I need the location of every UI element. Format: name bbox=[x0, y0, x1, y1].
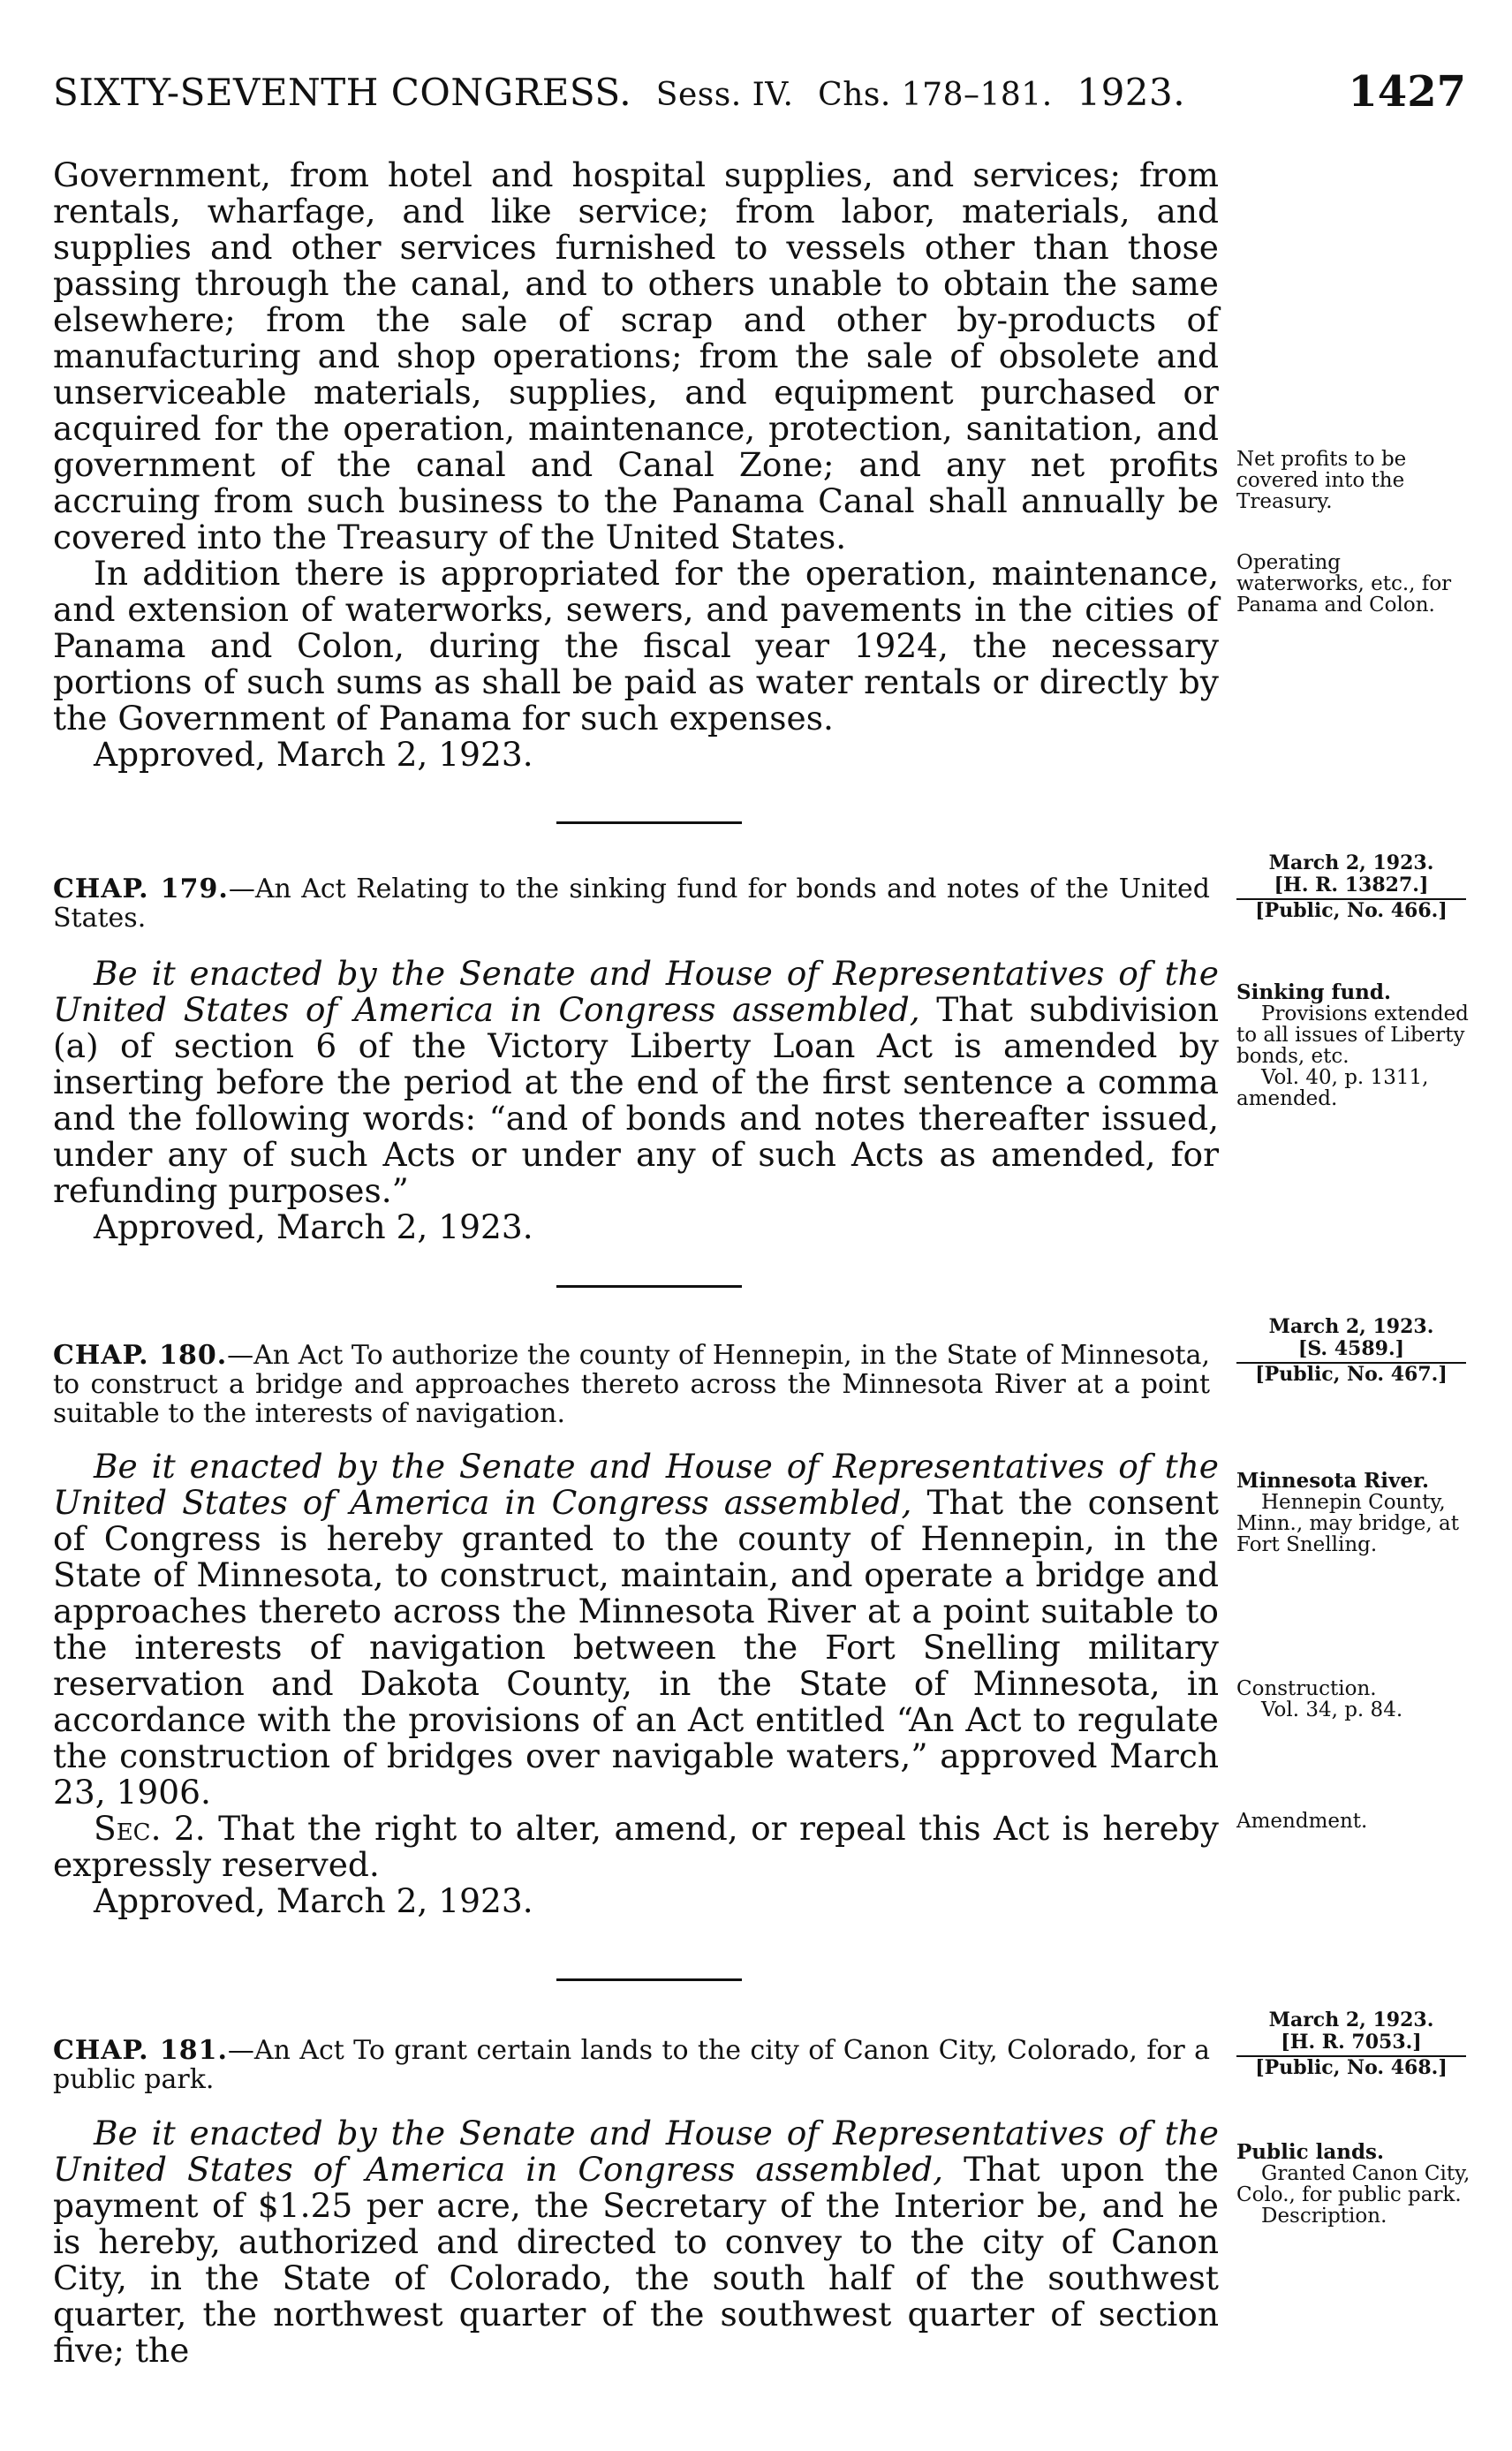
chap-181-public-law: [Public, No. 468.] bbox=[1236, 2055, 1466, 2079]
chap-179-number: CHAP. 179. bbox=[53, 874, 229, 904]
chap-179-date: March 2, 1923. bbox=[1268, 851, 1434, 874]
running-header bbox=[53, 67, 1466, 132]
header-title bbox=[53, 71, 1185, 114]
chapters-label: Chs. 178–181. bbox=[818, 77, 1053, 113]
chap-179-bill: [H. R. 13827.] bbox=[1274, 874, 1429, 896]
note-hennepin-county: Hennepin County, Minn., may bridge, at Fort Snelling. bbox=[1236, 1491, 1460, 1556]
chap-181-body bbox=[53, 2115, 1219, 2369]
approval-line: Approved, March 2, 1923. bbox=[94, 735, 533, 774]
chap-179-enacting-clause: Be it enacted by the Senate and House of Representatives of the United States of America in Congress assembled, bbox=[53, 954, 1219, 1029]
chap-180-stamp bbox=[1236, 1316, 1466, 1386]
chap-180-title-text: —An Act To authorize the county of Hennepin, in the State of Minnesota, to construct a bridge and approaches thereto across the Minnesota River at a point suitable to the interests of navigation. bbox=[53, 1340, 1210, 1429]
margin-note-net-profits: Net profits to be covered into the Treasury. bbox=[1236, 448, 1407, 513]
note-amendment: Amendment. bbox=[1236, 1810, 1368, 1833]
page-number: 1427 bbox=[1348, 67, 1466, 117]
chap-181-number: CHAP. 181. bbox=[53, 2035, 228, 2066]
section-divider bbox=[556, 821, 742, 824]
note-vol-40: Vol. 40, p. 1311, amended. bbox=[1236, 1066, 1429, 1110]
chapter-178-continuation bbox=[53, 157, 1219, 773]
chap-180-sec-2-label: Sec. 2. bbox=[94, 1809, 206, 1848]
chap-179-approval: Approved, March 2, 1923. bbox=[94, 1207, 533, 1246]
chap-179-public-law: [Public, No. 466.] bbox=[1236, 898, 1466, 922]
chap-180-body bbox=[53, 1449, 1219, 1919]
note-public-lands: Public lands. bbox=[1236, 2140, 1384, 2164]
chap-181-bill: [H. R. 7053.] bbox=[1281, 2031, 1422, 2054]
section-divider bbox=[556, 1978, 742, 1981]
chap-179-title bbox=[53, 874, 1210, 933]
chap-180-margin-notes-construction bbox=[1236, 1678, 1470, 1721]
note-minnesota-river: Minnesota River. bbox=[1236, 1469, 1429, 1493]
chap-180-public-law: [Public, No. 467.] bbox=[1236, 1362, 1466, 1386]
section-divider bbox=[556, 1285, 742, 1288]
chap-180-title bbox=[53, 1341, 1210, 1428]
chap-180-text: That the consent of Congress is hereby granted to the county of Hennepin, in the State of Minnesota, to construct, maintain, and operate a bridge and approaches thereto across the Minnesota River at a point suitable to the interests of navigation between the Fort Snelling military reservation and Dakota County, in the State of Minnesota, in accordance with the provisions of an Act entitled “An Act to regulate the construction of bridges over navigable waters,” approved March 23, 1906. bbox=[53, 1483, 1219, 1812]
chap-181-text: That upon the payment of $1.25 per acre, the Secretary of the Interior be, and he is hereby, authorized and directed to convey to the city of Canon City, in the State of Colorado, the south half of the southwest quarter, the northwest quarter of the southwest quarter of section five; the bbox=[53, 2150, 1219, 2370]
paragraph-net-profits: Government, from hotel and hospital supplies, and services; from rentals, wharfage, and like service; from labor, materials, and supplies and other services furnished to vessels other than those passing through the canal, and to others unable to obtain the same elsewhere; from the sale of scrap and other by-products of manufacturing and shop operations; from the sale of obsolete and unserviceable materials, supplies, and equipment purchased or acquired for the operation, maintenance, protection, sanitation, and government of the canal and Canal Zone; and any net profits accruing from such business to the Panama Canal shall annually be covered into the Treasury of the United States. bbox=[53, 155, 1219, 556]
congress-label: SIXTY-SEVENTH CONGRESS. bbox=[53, 71, 632, 114]
chap-180-number: CHAP. 180. bbox=[53, 1340, 228, 1371]
paragraph-waterworks: In addition there is appropriated for the operation, maintenance, and extension of waterworks, sewers, and pavements in the cities of Panama and Colon, during the fiscal year 1924, the necessary portions of such sums as shall be paid as water rentals or directly by the Government of Panama for such expenses. bbox=[53, 554, 1219, 738]
note-vol-34: Vol. 34, p. 84. bbox=[1261, 1698, 1403, 1721]
chap-180-date: March 2, 1923. bbox=[1268, 1315, 1434, 1338]
chap-179-title-text: —An Act Relating to the sinking fund for bonds and notes of the United States. bbox=[53, 874, 1210, 934]
note-construction: Construction. bbox=[1236, 1677, 1377, 1700]
chap-179-margin-notes bbox=[1236, 982, 1470, 1109]
note-sinking-fund: Sinking fund. bbox=[1236, 980, 1391, 1004]
chap-179-text: That subdivision (a) of section 6 of the Victory Liberty Loan Act is amended by inserting before the period at the end of the first sentence a comma and the following words: “and of bonds and notes thereafter issued, under any of such Acts or under any of such Acts as amended, for refunding purposes.” bbox=[53, 990, 1219, 1210]
margin-note-operating-waterworks: Operating waterworks, etc., for Panama and Colon. bbox=[1236, 551, 1452, 617]
year-label: 1923. bbox=[1077, 71, 1186, 114]
chap-181-title bbox=[53, 2036, 1210, 2094]
chap-181-stamp bbox=[1236, 2009, 1466, 2079]
chap-180-enacting-clause: Be it enacted by the Senate and House of Representatives of the United States of America in Congress assembled, bbox=[53, 1447, 1219, 1522]
chap-179-stamp bbox=[1236, 852, 1466, 922]
chap-179-body bbox=[53, 956, 1219, 1245]
chap-180-margin-notes bbox=[1236, 1471, 1470, 1555]
chap-181-date: March 2, 1923. bbox=[1268, 2008, 1434, 2031]
chap-181-enacting-clause: Be it enacted by the Senate and House of Representatives of the United States of America in Congress assembled, bbox=[53, 2114, 1219, 2189]
chap-181-title-text: —An Act To grant certain lands to the city of Canon City, Colorado, for a public park. bbox=[53, 2035, 1211, 2095]
note-granted-canon-city: Granted Canon City, Colo., for public park. bbox=[1236, 2162, 1470, 2206]
note-description: Description. bbox=[1261, 2205, 1387, 2228]
chap-180-sec-2-text: That the right to alter, amend, or repeal this Act is hereby expressly reserved. bbox=[53, 1809, 1219, 1884]
chap-181-margin-notes bbox=[1236, 2142, 1470, 2227]
chap-180-approval: Approved, March 2, 1923. bbox=[94, 1881, 533, 1920]
session-label: Sess. IV. bbox=[655, 77, 794, 113]
note-provisions-extended: Provisions extended to all issues of Liberty bonds, etc. bbox=[1236, 1002, 1469, 1068]
statute-page bbox=[53, 0, 1470, 2451]
chap-180-bill: [S. 4589.] bbox=[1297, 1337, 1405, 1360]
